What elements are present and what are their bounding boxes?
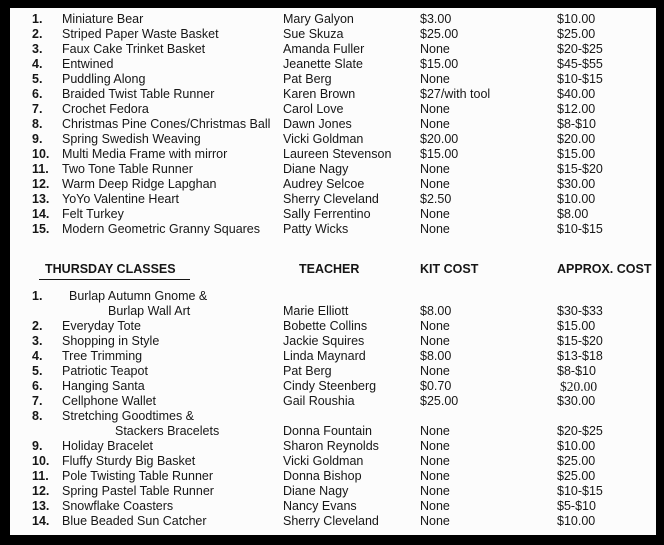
kit-cost: None — [420, 72, 450, 86]
class-number: 5. — [32, 364, 43, 378]
class-number: 10. — [32, 147, 50, 161]
document-page — [10, 8, 656, 535]
teacher-name: Donna Bishop — [283, 469, 362, 483]
approx-cost: $20-$25 — [557, 42, 603, 56]
kit-cost: None — [420, 117, 450, 131]
class-number: 2. — [32, 27, 43, 41]
thursday-heading-cell — [32, 262, 283, 280]
kit-cost: $25.00 — [420, 27, 459, 41]
class-name — [62, 484, 283, 499]
class-name-line: Tree Trimming — [62, 349, 143, 363]
kit-cost: None — [420, 334, 450, 348]
approx-cost: $30.00 — [557, 177, 596, 191]
class-name-line: Patriotic Teapot — [62, 364, 148, 378]
teacher-name: Karen Brown — [283, 87, 356, 101]
approx-cost: $10.00 — [557, 192, 596, 206]
class-row — [10, 379, 656, 394]
teacher-name: Gail Roushia — [283, 394, 355, 408]
approx-cost: $13-$18 — [557, 349, 603, 363]
class-name-line: Multi Media Frame with mirror — [62, 147, 228, 161]
kit-cost: $20.00 — [420, 132, 459, 146]
approx-cost: $25.00 — [557, 27, 596, 41]
class-row — [10, 289, 656, 319]
class-row — [10, 349, 656, 364]
class-name-line: Pole Twisting Table Runner — [62, 469, 214, 483]
class-name-line: Felt Turkey — [62, 207, 124, 221]
class-row — [10, 102, 656, 117]
class-name — [62, 192, 283, 207]
class-name-line: YoYo Valentine Heart — [62, 192, 179, 206]
kit-cost: None — [420, 469, 450, 483]
class-name — [62, 454, 283, 469]
class-name-line: Stackers Bracelets — [115, 424, 220, 438]
kit-cost: None — [420, 364, 450, 378]
approx-cost: $15-$20 — [557, 334, 603, 348]
class-row — [10, 454, 656, 469]
teacher-name: Mary Galyon — [283, 12, 354, 26]
kit-cost: $8.00 — [420, 349, 452, 363]
kit-cost: $15.00 — [420, 57, 459, 71]
class-name — [62, 132, 283, 147]
class-name-line: Shopping in Style — [62, 334, 160, 348]
thursday-header-row — [10, 262, 656, 277]
class-name — [62, 147, 283, 162]
kit-cost: $27/with tool — [420, 87, 491, 101]
class-number: 5. — [32, 72, 43, 86]
kit-cost: None — [420, 177, 450, 191]
class-name — [62, 289, 283, 319]
kit-cost: $15.00 — [420, 147, 459, 161]
class-number: 11. — [32, 162, 49, 176]
class-number: 6. — [32, 87, 43, 101]
class-row — [10, 334, 656, 349]
teacher-name: Dawn Jones — [283, 117, 352, 131]
approx-cost: $20.00 — [557, 132, 596, 146]
kit-cost: None — [420, 454, 450, 468]
class-number: 13. — [32, 192, 50, 206]
kit-cost: $0.70 — [420, 379, 452, 393]
teacher-name: Diane Nagy — [283, 162, 349, 176]
class-name-line: Faux Cake Trinket Basket — [62, 42, 206, 56]
class-row — [10, 132, 656, 147]
kit-cost: None — [420, 319, 450, 333]
approx-cost: $20-$25 — [557, 424, 603, 438]
class-name — [62, 364, 283, 379]
approx-cost: $40.00 — [557, 87, 596, 101]
teacher-name: Bobette Collins — [283, 319, 368, 333]
approx-cost: $30.00 — [557, 394, 596, 408]
teacher-name: Sue Skuza — [283, 27, 344, 41]
class-row — [10, 469, 656, 484]
class-name-line: Warm Deep Ridge Lapghan — [62, 177, 217, 191]
approx-cost: $25.00 — [557, 454, 596, 468]
class-name — [62, 334, 283, 349]
column-header-kit-cost: KIT COST — [420, 262, 479, 276]
class-row — [10, 192, 656, 207]
class-name — [62, 87, 283, 102]
approx-cost: $30-$33 — [557, 304, 603, 318]
class-number: 3. — [32, 334, 43, 348]
class-name-line: Two Tone Table Runner — [62, 162, 193, 176]
teacher-name: Amanda Fuller — [283, 42, 365, 56]
class-name-line: Modern Geometric Granny Squares — [62, 222, 261, 236]
approx-cost: $25.00 — [557, 469, 596, 483]
kit-cost: None — [420, 499, 450, 513]
approx-cost: $10-$15 — [557, 222, 603, 236]
class-row — [10, 177, 656, 192]
kit-cost: None — [420, 162, 450, 176]
class-row — [10, 409, 656, 439]
class-row — [10, 147, 656, 162]
kit-cost: None — [420, 207, 450, 221]
class-name-line: Snowflake Coasters — [62, 499, 174, 513]
class-name — [62, 439, 283, 454]
approx-cost: $8-$10 — [557, 364, 596, 378]
kit-cost: None — [420, 484, 450, 498]
kit-cost: $2.50 — [420, 192, 452, 206]
class-row — [10, 222, 656, 237]
class-name — [62, 57, 283, 72]
kit-cost: None — [420, 222, 450, 236]
class-number: 7. — [32, 102, 43, 116]
teacher-name: Linda Maynard — [283, 349, 366, 363]
column-header-approx-cost: APPROX. COST — [557, 262, 652, 276]
kit-cost: None — [420, 424, 450, 438]
class-name — [62, 409, 283, 439]
class-row — [10, 72, 656, 87]
teacher-name: Vicki Goldman — [283, 454, 364, 468]
kit-cost: None — [420, 102, 450, 116]
class-number: 9. — [32, 439, 43, 453]
class-name-line: Christmas Pine Cones/Christmas Ball — [62, 117, 271, 131]
class-name-line: Fluffy Sturdy Big Basket — [62, 454, 196, 468]
class-row — [10, 117, 656, 132]
class-name — [62, 469, 283, 484]
teacher-name: Sharon Reynolds — [283, 439, 379, 453]
class-name — [62, 27, 283, 42]
class-row — [10, 319, 656, 334]
class-name-line: Blue Beaded Sun Catcher — [62, 514, 207, 528]
class-row — [10, 514, 656, 529]
class-name-line: Everyday Tote — [62, 319, 141, 333]
teacher-name: Sherry Cleveland — [283, 514, 379, 528]
class-row — [10, 57, 656, 72]
column-header-teacher: TEACHER — [299, 262, 360, 276]
class-number: 15. — [32, 222, 50, 236]
class-name — [62, 319, 283, 334]
class-name — [62, 207, 283, 222]
teacher-name: Jackie Squires — [283, 334, 365, 348]
class-number: 4. — [32, 57, 43, 71]
class-number: 11. — [32, 469, 49, 483]
class-row — [10, 162, 656, 177]
approx-cost: $10-$15 — [557, 72, 603, 86]
class-name — [62, 72, 283, 87]
class-name — [62, 117, 283, 132]
teacher-name: Vicki Goldman — [283, 132, 364, 146]
class-number: 14. — [32, 207, 50, 221]
class-name-line: Burlap Autumn Gnome & — [69, 289, 208, 303]
class-name — [62, 177, 283, 192]
class-number: 9. — [32, 132, 43, 146]
approx-cost: $10.00 — [557, 514, 596, 528]
class-number: 12. — [32, 177, 50, 191]
class-number: 7. — [32, 394, 43, 408]
approx-cost: $12.00 — [557, 102, 596, 116]
class-number: 4. — [32, 349, 43, 363]
approx-cost: $15-$20 — [557, 162, 603, 176]
teacher-name: Carol Love — [283, 102, 344, 116]
class-name-line: Crochet Fedora — [62, 102, 149, 116]
teacher-name: Pat Berg — [283, 72, 332, 86]
class-number: 1. — [32, 289, 43, 303]
approx-cost: $10.00 — [557, 439, 596, 453]
approx-cost: $10.00 — [557, 12, 596, 26]
class-name-line: Burlap Wall Art — [108, 304, 191, 318]
class-name — [62, 162, 283, 177]
approx-cost: $5-$10 — [557, 499, 596, 513]
class-name-line: Spring Swedish Weaving — [62, 132, 201, 146]
kit-cost: None — [420, 439, 450, 453]
class-name-line: Entwined — [62, 57, 114, 71]
approx-cost: $8.00 — [557, 207, 589, 221]
class-name — [62, 42, 283, 57]
approx-cost: $20.00 — [560, 379, 598, 394]
teacher-name: Sally Ferrentino — [283, 207, 371, 221]
approx-cost: $45-$55 — [557, 57, 603, 71]
class-row — [10, 394, 656, 409]
class-name-line: Hanging Santa — [62, 379, 145, 393]
teacher-name: Sherry Cleveland — [283, 192, 379, 206]
class-number: 8. — [32, 117, 43, 131]
class-row — [10, 27, 656, 42]
class-number: 12. — [32, 484, 50, 498]
class-name — [62, 394, 283, 409]
class-number: 3. — [32, 42, 43, 56]
thursday-class-section — [10, 289, 656, 529]
approx-cost: $8-$10 — [557, 117, 596, 131]
class-row — [10, 42, 656, 57]
class-name-line: Holiday Bracelet — [62, 439, 154, 453]
teacher-name: Nancy Evans — [283, 499, 357, 513]
kit-cost: None — [420, 42, 450, 56]
teacher-name: Audrey Selcoe — [283, 177, 365, 191]
teacher-name: Cindy Steenberg — [283, 379, 377, 393]
class-name-line: Cellphone Wallet — [62, 394, 157, 408]
teacher-name: Marie Elliott — [283, 304, 349, 318]
class-name — [62, 349, 283, 364]
class-number: 8. — [32, 409, 43, 423]
thursday-classes-heading: THURSDAY CLASSES — [39, 262, 190, 280]
kit-cost: $25.00 — [420, 394, 459, 408]
approx-cost: $15.00 — [557, 147, 596, 161]
class-name-line: Braided Twist Table Runner — [62, 87, 215, 101]
class-name — [62, 514, 283, 529]
class-name-line: Striped Paper Waste Basket — [62, 27, 219, 41]
class-number: 6. — [32, 379, 43, 393]
approx-cost: $10-$15 — [557, 484, 603, 498]
class-row — [10, 207, 656, 222]
kit-cost: None — [420, 514, 450, 528]
teacher-name: Patty Wicks — [283, 222, 349, 236]
kit-cost: $3.00 — [420, 12, 452, 26]
class-name-line: Miniature Bear — [62, 12, 144, 26]
class-name-line: Spring Pastel Table Runner — [62, 484, 214, 498]
class-number: 2. — [32, 319, 43, 333]
teacher-name: Pat Berg — [283, 364, 332, 378]
class-name-line: Stretching Goodtimes & — [62, 409, 195, 423]
class-name — [62, 222, 283, 237]
teacher-name: Jeanette Slate — [283, 57, 363, 71]
class-row — [10, 439, 656, 454]
class-number: 1. — [32, 12, 43, 26]
class-row — [10, 499, 656, 514]
teacher-name: Laureen Stevenson — [283, 147, 392, 161]
class-row — [10, 12, 656, 27]
class-name — [62, 12, 283, 27]
class-name — [62, 379, 283, 394]
teacher-name: Donna Fountain — [283, 424, 372, 438]
approx-cost: $15.00 — [557, 319, 596, 333]
class-number: 13. — [32, 499, 50, 513]
class-name-line: Puddling Along — [62, 72, 146, 86]
class-row — [10, 484, 656, 499]
class-row — [10, 364, 656, 379]
class-name — [62, 102, 283, 117]
class-number: 10. — [32, 454, 50, 468]
kit-cost: $8.00 — [420, 304, 452, 318]
class-number: 14. — [32, 514, 50, 528]
upper-class-section — [10, 8, 656, 237]
class-name — [62, 499, 283, 514]
class-row — [10, 87, 656, 102]
teacher-name: Diane Nagy — [283, 484, 349, 498]
